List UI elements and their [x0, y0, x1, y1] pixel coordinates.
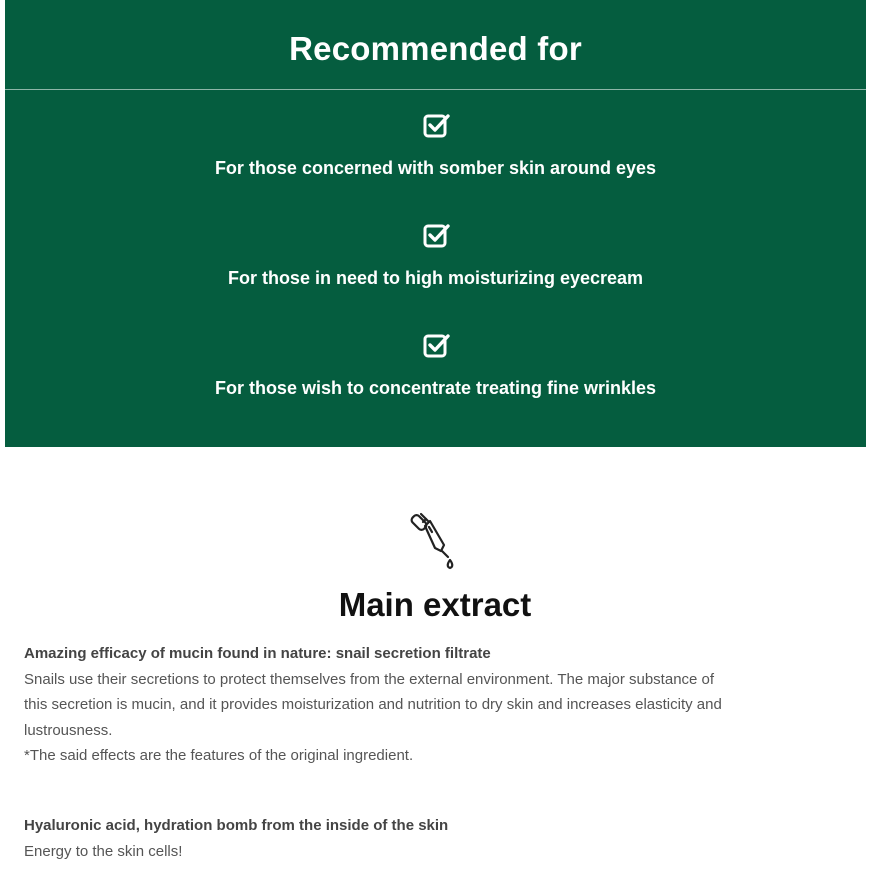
recommended-item-text: For those wish to concentrate treating fine wrinkles	[214, 378, 657, 398]
extract-heading: Amazing efficacy of mucin found in nature: snail secretion filtrate	[24, 645, 491, 662]
recommended-item	[5, 222, 866, 289]
extract-paragraph	[24, 641, 844, 769]
main-extract-title: Main extract	[338, 586, 532, 623]
extract-line: lustrousness.	[24, 721, 113, 739]
extract-line: Energy to the skin cells!	[24, 842, 183, 860]
extract-line: Snails use their secretions to protect themselves from the external environment. The major substance of	[24, 670, 715, 688]
dropper-icon	[408, 511, 460, 571]
extract-heading: Hyaluronic acid, hydration bomb from the inside of the skin	[24, 817, 449, 834]
checkbox-icon	[422, 332, 450, 360]
recommended-item-text: For those in need to high moisturizing eyecream	[227, 268, 644, 288]
extract-line: this secretion is mucin, and it provides moisturization and nutrition to dry skin and increases elasticity and	[24, 696, 722, 713]
divider	[5, 89, 866, 90]
extract-note: *The said effects are the features of the original ingredient.	[24, 747, 414, 764]
checkbox-icon	[422, 112, 450, 140]
checkbox-icon	[422, 222, 450, 250]
recommended-section	[5, 0, 866, 447]
extract-paragraph	[24, 813, 844, 864]
recommended-item	[5, 332, 866, 399]
recommended-item-text: For those concerned with somber skin around eyes	[214, 158, 657, 178]
recommended-item	[5, 112, 866, 179]
recommended-title: Recommended for	[289, 30, 582, 67]
